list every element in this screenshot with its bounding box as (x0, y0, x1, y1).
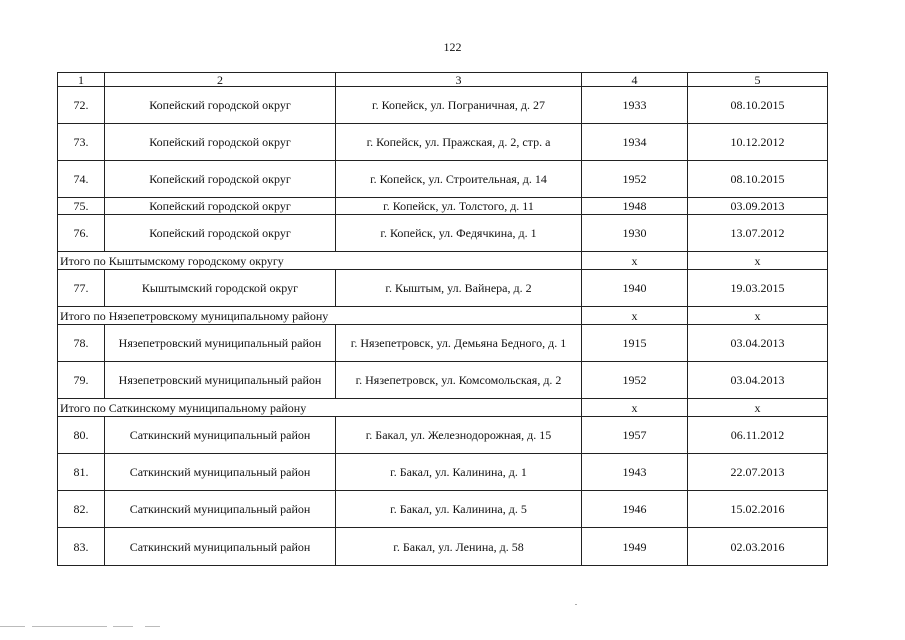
address-cell: г. Копейск, ул. Толстого, д. 11 (336, 198, 582, 215)
year-cell: х (582, 252, 688, 270)
address-cell: г. Копейск, ул. Строительная, д. 14 (336, 161, 582, 198)
date-cell: 15.02.2016 (688, 491, 828, 528)
address-cell: г. Бакал, ул. Ленина, д. 58 (336, 528, 582, 566)
year-cell: 1946 (582, 491, 688, 528)
municipality-cell: Саткинский муниципальный район (105, 417, 336, 454)
empty-cell (336, 399, 582, 417)
summary-row (58, 307, 828, 325)
municipality-cell: Копейский городской округ (105, 87, 336, 124)
year-cell: 1930 (582, 215, 688, 252)
municipality-cell: Саткинский муниципальный район (105, 491, 336, 528)
row-number: 80. (58, 417, 105, 454)
date-cell: х (688, 252, 828, 270)
address-cell: г. Копейск, ул. Пражская, д. 2, стр. а (336, 124, 582, 161)
address-cell: г. Нязепетровск, ул. Комсомольская, д. 2 (336, 362, 582, 399)
date-cell: 08.10.2015 (688, 87, 828, 124)
year-cell: 1943 (582, 454, 688, 491)
date-cell: х (688, 399, 828, 417)
municipality-cell: Копейский городской округ (105, 161, 336, 198)
date-cell: 19.03.2015 (688, 270, 828, 307)
year-cell: 1933 (582, 87, 688, 124)
year-cell: 1952 (582, 362, 688, 399)
year-cell: х (582, 399, 688, 417)
column-header: 1 (58, 73, 105, 87)
date-cell: 10.12.2012 (688, 124, 828, 161)
summary-row (58, 252, 828, 270)
summary-row (58, 399, 828, 417)
table-row (58, 491, 828, 528)
row-number: 74. (58, 161, 105, 198)
address-cell: г. Бакал, ул. Калинина, д. 1 (336, 454, 582, 491)
table-row (58, 124, 828, 161)
row-number: 82. (58, 491, 105, 528)
year-cell: х (582, 307, 688, 325)
date-cell: 03.04.2013 (688, 362, 828, 399)
municipality-cell: Кыштымский городской округ (105, 270, 336, 307)
scan-artifact (0, 622, 200, 632)
address-cell: г. Нязепетровск, ул. Демьяна Бедного, д. 1 (336, 325, 582, 362)
objects-table (57, 72, 828, 566)
column-header: 2 (105, 73, 336, 87)
table-row (58, 417, 828, 454)
row-number: 76. (58, 215, 105, 252)
year-cell: 1940 (582, 270, 688, 307)
municipality-cell: Саткинский муниципальный район (105, 454, 336, 491)
row-number: 75. (58, 198, 105, 215)
row-number: 78. (58, 325, 105, 362)
row-number: 72. (58, 87, 105, 124)
municipality-cell: Копейский городской округ (105, 124, 336, 161)
row-number: 77. (58, 270, 105, 307)
table-row (58, 215, 828, 252)
summary-label: Итого по Саткинскому муниципальному району (58, 399, 336, 417)
year-cell: 1934 (582, 124, 688, 161)
year-cell: 1952 (582, 161, 688, 198)
table-row (58, 528, 828, 566)
municipality-cell: Саткинский муниципальный район (105, 528, 336, 566)
table-row (58, 87, 828, 124)
row-number: 79. (58, 362, 105, 399)
date-cell: 08.10.2015 (688, 161, 828, 198)
municipality-cell: Копейский городской округ (105, 215, 336, 252)
column-header: 5 (688, 73, 828, 87)
empty-cell (336, 307, 582, 325)
table-body (58, 73, 828, 566)
date-cell: 06.11.2012 (688, 417, 828, 454)
date-cell: 03.04.2013 (688, 325, 828, 362)
column-header: 3 (336, 73, 582, 87)
address-cell: г. Бакал, ул. Калинина, д. 5 (336, 491, 582, 528)
address-cell: г. Кыштым, ул. Вайнера, д. 2 (336, 270, 582, 307)
year-cell: 1957 (582, 417, 688, 454)
municipality-cell: Копейский городской округ (105, 198, 336, 215)
table-row (58, 270, 828, 307)
row-number: 73. (58, 124, 105, 161)
table-row (58, 454, 828, 491)
address-cell: г. Копейск, ул. Федячкина, д. 1 (336, 215, 582, 252)
row-number: 81. (58, 454, 105, 491)
date-cell: 03.09.2013 (688, 198, 828, 215)
scan-artifact (575, 604, 577, 605)
table-row (58, 198, 828, 215)
header-row (58, 73, 828, 87)
municipality-cell: Нязепетровский муниципальный район (105, 325, 336, 362)
row-number: 83. (58, 528, 105, 566)
year-cell: 1915 (582, 325, 688, 362)
year-cell: 1948 (582, 198, 688, 215)
table-row (58, 325, 828, 362)
summary-label: Итого по Кыштымскому городскому округу (58, 252, 336, 270)
date-cell: х (688, 307, 828, 325)
municipality-cell: Нязепетровский муниципальный район (105, 362, 336, 399)
address-cell: г. Бакал, ул. Железнодорожная, д. 15 (336, 417, 582, 454)
summary-label: Итого по Нязепетровскому муниципальному району (58, 307, 336, 325)
empty-cell (336, 252, 582, 270)
table-row (58, 362, 828, 399)
date-cell: 02.03.2016 (688, 528, 828, 566)
date-cell: 13.07.2012 (688, 215, 828, 252)
table-row (58, 161, 828, 198)
year-cell: 1949 (582, 528, 688, 566)
page-number: 122 (443, 40, 462, 54)
address-cell: г. Копейск, ул. Пограничная, д. 27 (336, 87, 582, 124)
column-header: 4 (582, 73, 688, 87)
date-cell: 22.07.2013 (688, 454, 828, 491)
